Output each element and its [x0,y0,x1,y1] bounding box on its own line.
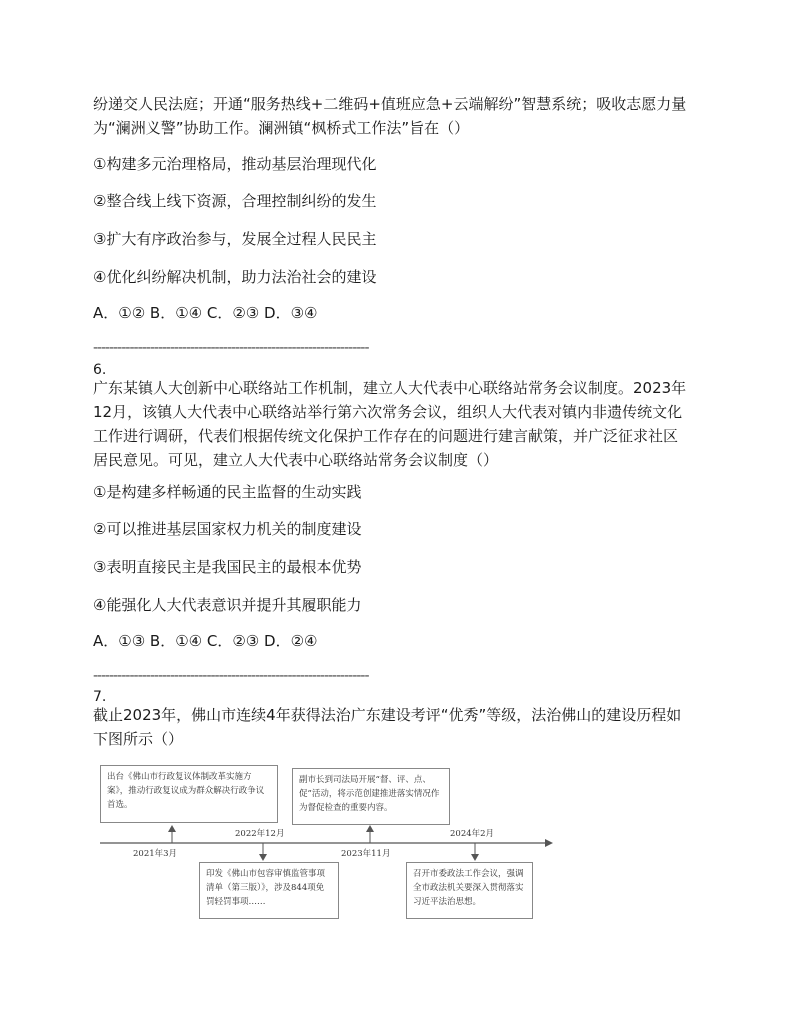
q5-option-4: ④优化纠纷解决机制，助力法治社会的建设 [93,268,377,286]
timeline-date-2: 2022年12月 [235,829,285,839]
timeline-event-3: 副市长到司法局开展“督、评、点、促”活动，将示范创建推进落实情况作为督促检查的重要内容。 [292,768,450,825]
q5-answer-choices: A．①② B．①④ C．②③ D．③④ [93,304,318,322]
q7-stem-line-1: 截止2023年，佛山市连续4年获得法治广东建设考评“优秀”等级，法治佛山的建设历程如 [93,706,682,724]
q6-option-2: ②可以推进基层国家权力机关的制度建设 [93,520,362,538]
q6-stem-line-3: 工作进行调研，代表们根据传统文化保护工作存在的问题进行建言献策，并广泛征求社区 [93,427,679,445]
timeline-date-1: 2021年3月 [133,849,178,859]
q6-stem-line-1: 广东某镇人大创新中心联络站工作机制，建立人大代表中心联络站常务会议制度。2023年 [93,379,687,397]
q5-stem-line-1: 纷递交人民法庭；开通“服务热线+二维码+值班应急+云端解纷”智慧系统；吸收志愿力量 [93,95,687,113]
timeline-date-3: 2023年11月 [341,849,391,859]
q5-option-3: ③扩大有序政治参与，发展全过程人民民主 [93,230,377,248]
q5-stem-line-2: 为“澜洲义警”协助工作。澜洲镇“枫桥式工作法”旨在（） [93,119,470,137]
q5-option-2: ②整合线上线下资源，合理控制纠纷的发生 [93,192,377,210]
q6-option-4: ④能强化人大代表意识并提升其履职能力 [93,596,362,614]
q7-number: 7. [93,689,107,705]
q6-option-1: ①是构建多样畅通的民主监督的生动实践 [93,483,362,501]
separator-1: -------------------------------------------------------------------- [93,340,369,356]
q6-option-3: ③表明直接民主是我国民主的最根本优势 [93,558,362,576]
timeline-event-4: 召开市委政法工作会议，强调全市政法机关要深入贯彻落实习近平法治思想。 [406,862,533,919]
q7-stem-line-2: 下图所示（） [93,730,184,748]
timeline-event-2: 印发《佛山市包容审慎监管事项清单（第三版）》，涉及844项免罚轻罚事项…… [199,862,339,919]
q6-stem-line-2: 12月，该镇人大代表中心联络站举行第六次常务会议，组织人大代表对镇内非遗传统文化 [93,403,683,421]
q6-answer-choices: A．①③ B．①④ C．②③ D．②④ [93,632,318,650]
timeline-event-1: 出台《佛山市行政复议体制改革实施方案》，推动行政复议成为群众解决行政争议首选。 [100,765,278,823]
timeline-date-4: 2024年2月 [450,829,495,839]
q6-number: 6. [93,362,107,378]
q6-stem-line-4: 居民意见。可见，建立人大代表中心联络站常务会议制度（） [93,451,499,469]
q5-option-1: ①构建多元治理格局，推动基层治理现代化 [93,155,377,173]
separator-2: -------------------------------------------------------------------- [93,668,369,684]
